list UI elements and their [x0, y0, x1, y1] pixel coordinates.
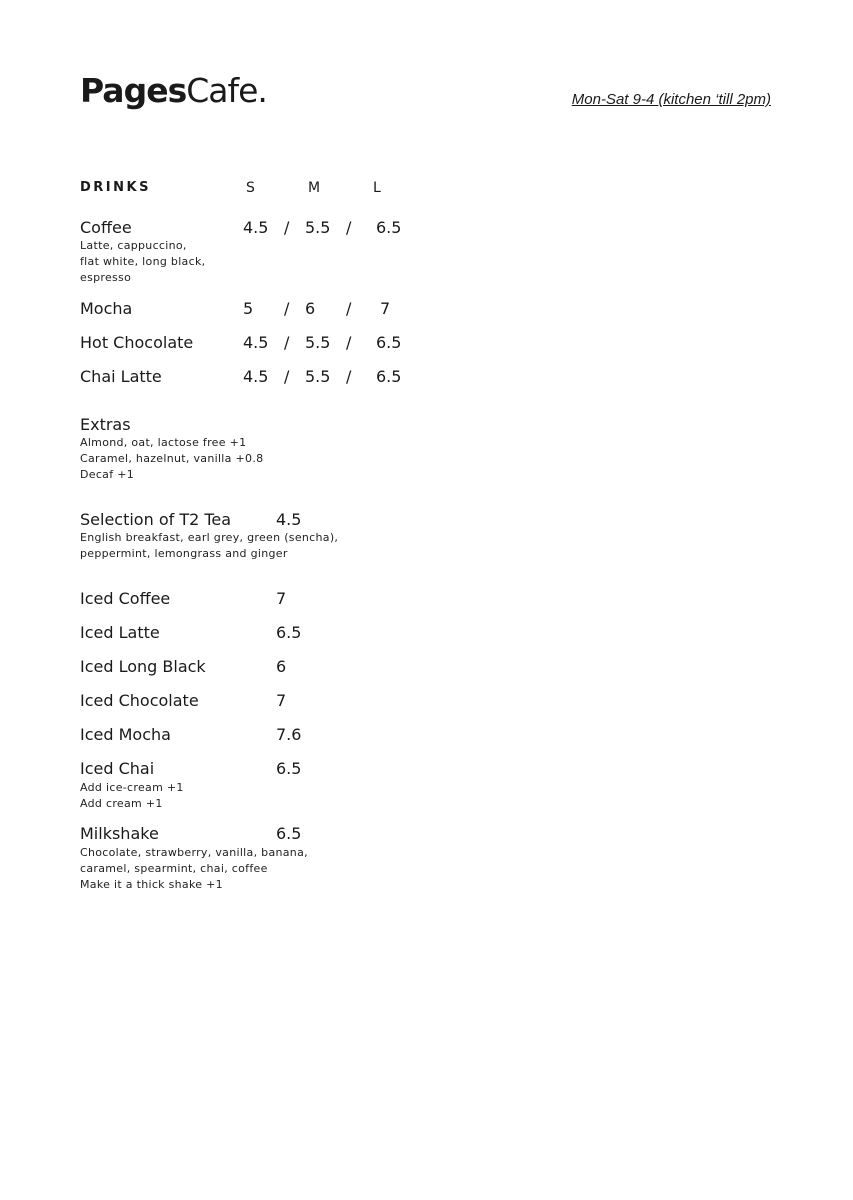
desc-line: flat white, long black, [80, 255, 206, 268]
price-separator: / [346, 299, 352, 318]
item-description [80, 530, 338, 562]
price-separator: / [284, 218, 290, 237]
menu-item-mocha: Mocha [80, 299, 133, 318]
desc-line: English breakfast, earl grey, green (sencha), [80, 531, 339, 544]
size-large-header: L [373, 180, 381, 196]
price-separator: / [346, 367, 352, 386]
size-small-header: S [246, 180, 255, 196]
price-large: 6.5 [376, 218, 402, 237]
menu-item-iced-mocha: Iced Mocha [80, 725, 171, 744]
desc-line: Latte, cappuccino, [80, 239, 187, 252]
logo-light-text: Cafe. [186, 71, 267, 110]
price-small: 4.5 [243, 218, 269, 237]
desc-line: Make it a thick shake +1 [80, 878, 223, 891]
price-large: 7 [380, 299, 391, 318]
extras-heading: Extras [80, 415, 131, 434]
item-price: 6.5 [276, 623, 302, 642]
cafe-logo [80, 71, 267, 110]
price-medium: 5.5 [305, 333, 331, 352]
desc-line: caramel, spearmint, chai, coffee [80, 862, 268, 875]
item-price: 7 [276, 691, 287, 710]
menu-item-hot-chocolate: Hot Chocolate [80, 333, 194, 352]
desc-line: Add cream +1 [80, 797, 163, 810]
menu-item-iced-chocolate: Iced Chocolate [80, 691, 199, 710]
item-price: 4.5 [276, 510, 302, 529]
price-separator: / [284, 333, 290, 352]
item-description [80, 238, 205, 286]
menu-item-coffee: Coffee [80, 218, 132, 237]
price-medium: 5.5 [305, 218, 331, 237]
drinks-heading: DRINKS [80, 180, 151, 195]
item-price: 7 [276, 589, 287, 608]
item-price: 6 [276, 657, 287, 676]
desc-line: espresso [80, 271, 132, 284]
menu-item-t2-tea: Selection of T2 Tea [80, 510, 232, 529]
item-price: 6.5 [276, 759, 302, 778]
menu-item-chai-latte: Chai Latte [80, 367, 162, 386]
desc-line: peppermint, lemongrass and ginger [80, 547, 288, 560]
price-separator: / [284, 299, 290, 318]
desc-line: Chocolate, strawberry, vanilla, banana, [80, 846, 308, 859]
price-small: 5 [243, 299, 254, 318]
menu-item-milkshake: Milkshake [80, 824, 159, 843]
price-separator: / [346, 218, 352, 237]
desc-line: Add ice-cream +1 [80, 781, 184, 794]
opening-hours: Mon-Sat 9-4 (kitchen ‘till 2pm) [571, 91, 771, 108]
size-medium-header: M [308, 180, 321, 196]
logo-bold-text: Pages [80, 71, 187, 110]
price-separator: / [346, 333, 352, 352]
item-price: 7.6 [276, 725, 302, 744]
menu-item-iced-coffee: Iced Coffee [80, 589, 171, 608]
extras-line: Almond, oat, lactose free +1 [80, 436, 247, 449]
price-separator: / [284, 367, 290, 386]
extras-line: Caramel, hazelnut, vanilla +0.8 [80, 452, 264, 465]
price-large: 6.5 [376, 367, 402, 386]
item-description [80, 845, 308, 893]
extras-list [80, 435, 263, 483]
extras-line: Decaf +1 [80, 468, 135, 481]
menu-item-iced-chai: Iced Chai [80, 759, 155, 778]
item-price: 6.5 [276, 824, 302, 843]
price-medium: 5.5 [305, 367, 331, 386]
menu-item-iced-latte: Iced Latte [80, 623, 160, 642]
item-description [80, 780, 184, 812]
menu-item-iced-long-black: Iced Long Black [80, 657, 206, 676]
price-large: 6.5 [376, 333, 402, 352]
price-medium: 6 [305, 299, 316, 318]
price-small: 4.5 [243, 333, 269, 352]
price-small: 4.5 [243, 367, 269, 386]
